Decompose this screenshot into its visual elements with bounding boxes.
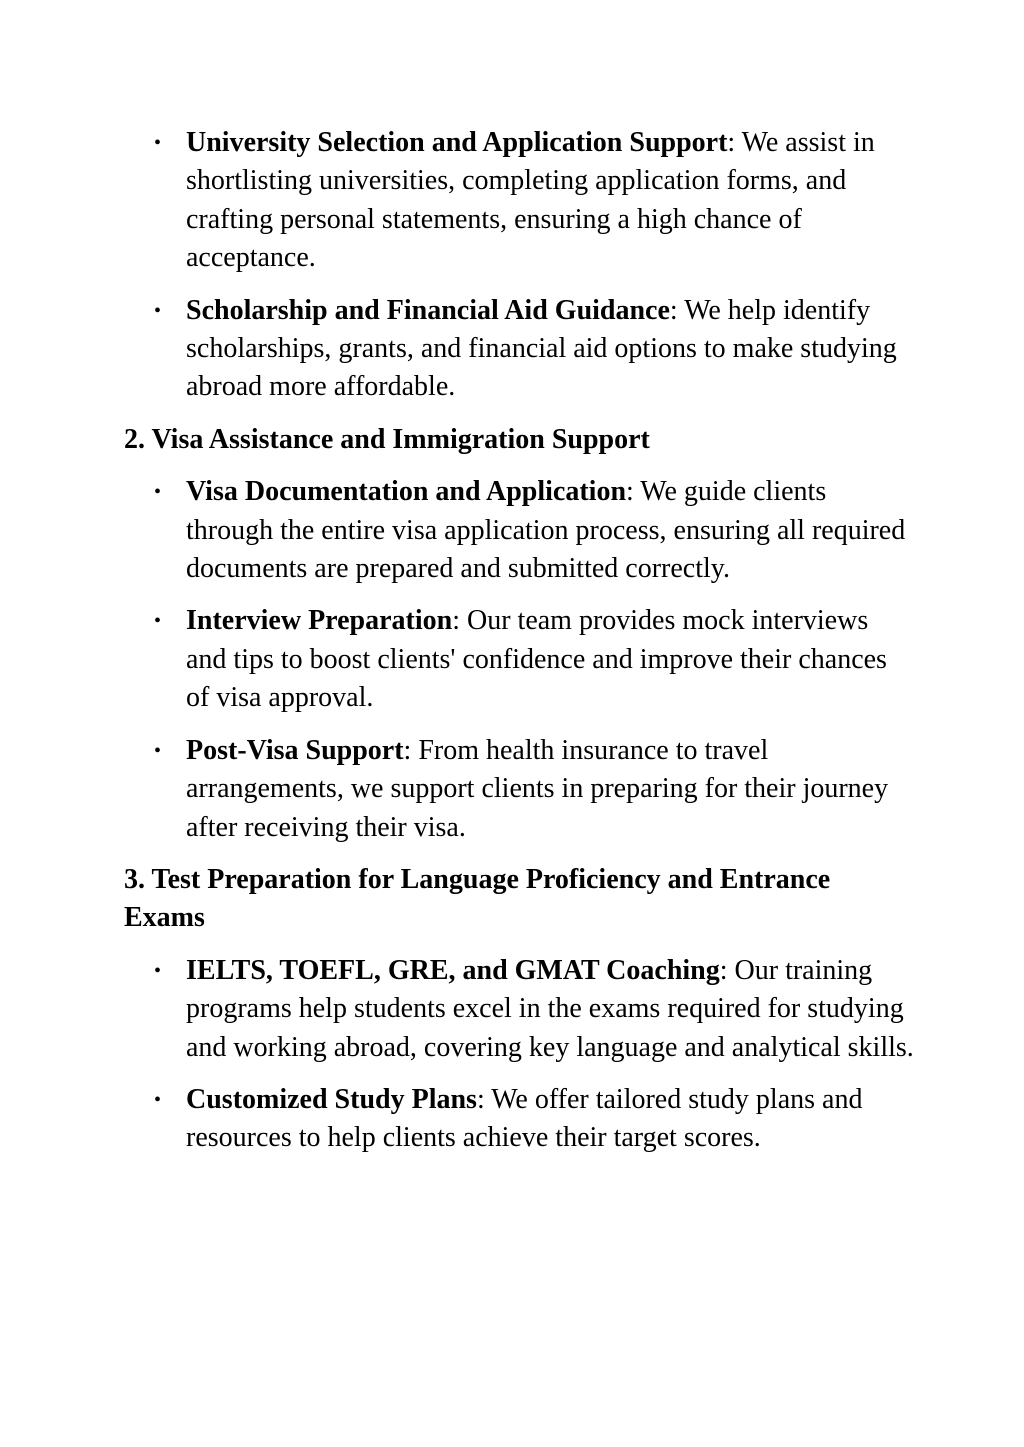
bullet-icon: • xyxy=(154,481,162,504)
bullet-text: : We assist in shortlisting universities, completing application forms, and crafting personal statements, ensuring a high chance of acceptance. xyxy=(186,127,875,274)
bullet-text: : Our training programs help students excel in the exams required for studying and working abroad, covering key language and analytical skills. xyxy=(186,954,914,1063)
visa-bullet-list xyxy=(124,473,914,847)
bullet-icon: • xyxy=(154,1088,162,1111)
bullet-text: : We offer tailored study plans and resources to help clients achieve their target scores. xyxy=(186,1083,863,1154)
list-item xyxy=(124,292,914,407)
list-item xyxy=(124,602,914,717)
bullet-title: IELTS, TOEFL, GRE, and GMAT Coaching xyxy=(186,954,720,986)
section-heading: 2. Visa Assistance and Immigration Support xyxy=(124,423,650,455)
section-heading: 3. Test Preparation for Language Proficiency and Entrance Exams xyxy=(124,863,831,934)
list-item xyxy=(124,473,914,588)
bullet-icon: • xyxy=(154,299,162,322)
bullet-icon: • xyxy=(154,610,162,633)
bullet-icon: • xyxy=(154,132,162,154)
bullet-text: : Our team provides mock interviews and tips to boost clients' confidence and improve their chances of visa approval. xyxy=(186,605,887,714)
bullet-title: Customized Study Plans xyxy=(186,1083,477,1115)
document-content xyxy=(124,124,914,1172)
list-item xyxy=(124,732,914,847)
bullet-text: : From health insurance to travel arrangements, we support clients in preparing for their journey after receiving their visa. xyxy=(186,734,889,843)
bullet-text: : We guide clients through the entire visa application process, ensuring all required documents are prepared and submitted correctly. xyxy=(186,476,906,585)
list-item xyxy=(124,124,914,278)
bullet-title: Scholarship and Financial Aid Guidance xyxy=(186,294,670,326)
test-prep-bullet-list xyxy=(124,952,914,1158)
list-item xyxy=(124,1081,914,1158)
bullet-title: University Selection and Application Support xyxy=(186,127,728,158)
bullet-text: : We help identify scholarships, grants, and financial aid options to make studying abroad more affordable. xyxy=(186,294,897,403)
bullet-title: Post-Visa Support xyxy=(186,734,404,766)
bullet-title: Visa Documentation and Application xyxy=(186,476,627,508)
intro-bullet-list xyxy=(124,124,914,407)
bullet-title: Interview Preparation xyxy=(186,605,453,637)
bullet-icon: • xyxy=(154,959,162,982)
list-item xyxy=(124,952,914,1067)
bullet-icon: • xyxy=(154,739,162,762)
